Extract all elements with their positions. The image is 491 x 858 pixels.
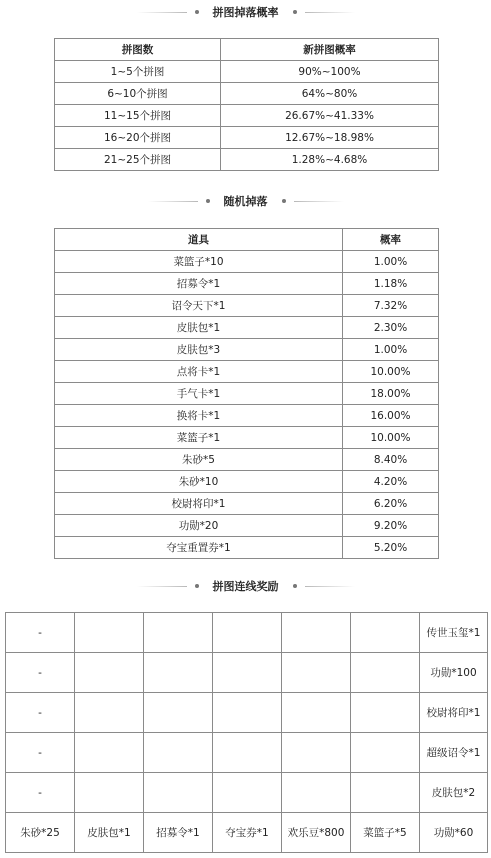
table-row	[55, 493, 439, 515]
table-cell	[213, 613, 282, 653]
table-cell: 菜篮子*5	[351, 813, 420, 853]
table-row	[55, 295, 439, 317]
divider-line	[305, 586, 355, 587]
table-row	[55, 361, 439, 383]
table-cell	[144, 653, 213, 693]
table-row	[55, 471, 439, 493]
table-row	[55, 383, 439, 405]
dot-icon	[195, 584, 199, 588]
table-row	[55, 83, 439, 105]
table-cell: -	[6, 613, 75, 653]
table-cell	[282, 733, 351, 773]
table-row	[55, 515, 439, 537]
table-row	[55, 427, 439, 449]
table-cell: 90%~100%	[221, 61, 439, 83]
table-cell: 1.18%	[343, 273, 439, 295]
table-cell	[351, 733, 420, 773]
table-row	[55, 149, 439, 171]
table-cell: 64%~80%	[221, 83, 439, 105]
table-cell: 皮肤包*2	[420, 773, 488, 813]
table-cell: 换将卡*1	[55, 405, 343, 427]
table-cell	[351, 693, 420, 733]
table-cell: 功勋*60	[420, 813, 488, 853]
dot-icon	[293, 584, 297, 588]
table-cell: 朱砂*5	[55, 449, 343, 471]
section-title-drop-rate	[0, 2, 491, 22]
table-cell	[282, 653, 351, 693]
table-cell: -	[6, 653, 75, 693]
section-heading: 拼图连线奖励	[212, 580, 279, 593]
table-cell: 10.00%	[343, 427, 439, 449]
table-cell: 超级诏令*1	[420, 733, 488, 773]
table-row	[55, 405, 439, 427]
table-cell: 功勋*100	[420, 653, 488, 693]
table-cell: 诏令天下*1	[55, 295, 343, 317]
table-cell	[75, 773, 144, 813]
table-cell	[282, 773, 351, 813]
table-cell: 校尉将印*1	[420, 693, 488, 733]
table-cell: 8.40%	[343, 449, 439, 471]
table-cell: 11~15个拼图	[55, 105, 221, 127]
table-row	[6, 653, 488, 693]
table-cell: -	[6, 693, 75, 733]
table-cell: 传世玉玺*1	[420, 613, 488, 653]
table-cell	[75, 733, 144, 773]
divider-line	[148, 201, 198, 202]
table-cell: 校尉将印*1	[55, 493, 343, 515]
table-cell: 4.20%	[343, 471, 439, 493]
table-row	[55, 61, 439, 83]
divider-line	[137, 586, 187, 587]
table-row	[6, 813, 488, 853]
table-cell: 1.00%	[343, 339, 439, 361]
table-cell: 21~25个拼图	[55, 149, 221, 171]
table-row	[55, 273, 439, 295]
table-header-row	[55, 39, 439, 61]
table-cell: 2.30%	[343, 317, 439, 339]
table-cell: 点将卡*1	[55, 361, 343, 383]
table-cell: 手气卡*1	[55, 383, 343, 405]
table-row	[55, 449, 439, 471]
table-cell: 菜篮子*1	[55, 427, 343, 449]
table-row	[6, 733, 488, 773]
table-cell: 皮肤包*1	[55, 317, 343, 339]
random-drop-table	[54, 228, 439, 559]
table-cell: 招募令*1	[144, 813, 213, 853]
section-heading: 拼图掉落概率	[212, 6, 279, 19]
table-cell: 10.00%	[343, 361, 439, 383]
dot-icon	[293, 10, 297, 14]
section-title-random-drop	[0, 191, 491, 211]
divider-line	[137, 12, 187, 13]
table-cell: 朱砂*25	[6, 813, 75, 853]
table-cell	[144, 773, 213, 813]
table-cell: 16.00%	[343, 405, 439, 427]
table-row	[6, 613, 488, 653]
table-cell	[75, 653, 144, 693]
table-cell: 6.20%	[343, 493, 439, 515]
table-cell: 皮肤包*1	[75, 813, 144, 853]
table-cell	[213, 733, 282, 773]
dot-icon	[206, 199, 210, 203]
table-cell	[213, 653, 282, 693]
divider-line	[294, 201, 344, 202]
table-cell: 皮肤包*3	[55, 339, 343, 361]
line-reward-table	[5, 612, 488, 853]
table-cell	[75, 693, 144, 733]
table-row	[55, 251, 439, 273]
table-header-cell: 新拼图概率	[221, 39, 439, 61]
table-cell	[282, 613, 351, 653]
table-cell: 16~20个拼图	[55, 127, 221, 149]
table-header-cell: 概率	[343, 229, 439, 251]
table-header-row	[55, 229, 439, 251]
table-cell: 18.00%	[343, 383, 439, 405]
section-heading: 随机掉落	[223, 195, 268, 208]
table-row	[55, 105, 439, 127]
table-cell: 6~10个拼图	[55, 83, 221, 105]
table-cell	[75, 613, 144, 653]
table-cell: 5.20%	[343, 537, 439, 559]
table-cell: 功勋*20	[55, 515, 343, 537]
table-cell: 1.00%	[343, 251, 439, 273]
drop-rate-table	[54, 38, 439, 171]
table-cell	[213, 693, 282, 733]
table-cell: 26.67%~41.33%	[221, 105, 439, 127]
table-cell: 12.67%~18.98%	[221, 127, 439, 149]
table-row	[55, 127, 439, 149]
table-cell: 夺宝重置券*1	[55, 537, 343, 559]
table-row	[55, 339, 439, 361]
table-cell: 菜篮子*10	[55, 251, 343, 273]
divider-line	[305, 12, 355, 13]
table-cell	[144, 613, 213, 653]
table-cell	[213, 773, 282, 813]
table-cell: 7.32%	[343, 295, 439, 317]
table-header-cell: 道具	[55, 229, 343, 251]
table-row	[55, 537, 439, 559]
table-cell: 9.20%	[343, 515, 439, 537]
table-header-cell: 拼图数	[55, 39, 221, 61]
table-cell: -	[6, 773, 75, 813]
table-cell: 1.28%~4.68%	[221, 149, 439, 171]
table-cell: 夺宝券*1	[213, 813, 282, 853]
dot-icon	[195, 10, 199, 14]
table-cell	[351, 613, 420, 653]
table-row	[55, 317, 439, 339]
table-row	[6, 693, 488, 733]
table-cell	[144, 733, 213, 773]
table-cell	[282, 693, 351, 733]
table-cell: 1~5个拼图	[55, 61, 221, 83]
table-cell: 朱砂*10	[55, 471, 343, 493]
table-cell: 招募令*1	[55, 273, 343, 295]
table-cell: -	[6, 733, 75, 773]
dot-icon	[282, 199, 286, 203]
table-cell	[351, 773, 420, 813]
table-cell	[351, 653, 420, 693]
table-cell: 欢乐豆*800	[282, 813, 351, 853]
table-cell	[144, 693, 213, 733]
table-row	[6, 773, 488, 813]
section-title-line-reward	[0, 576, 491, 596]
